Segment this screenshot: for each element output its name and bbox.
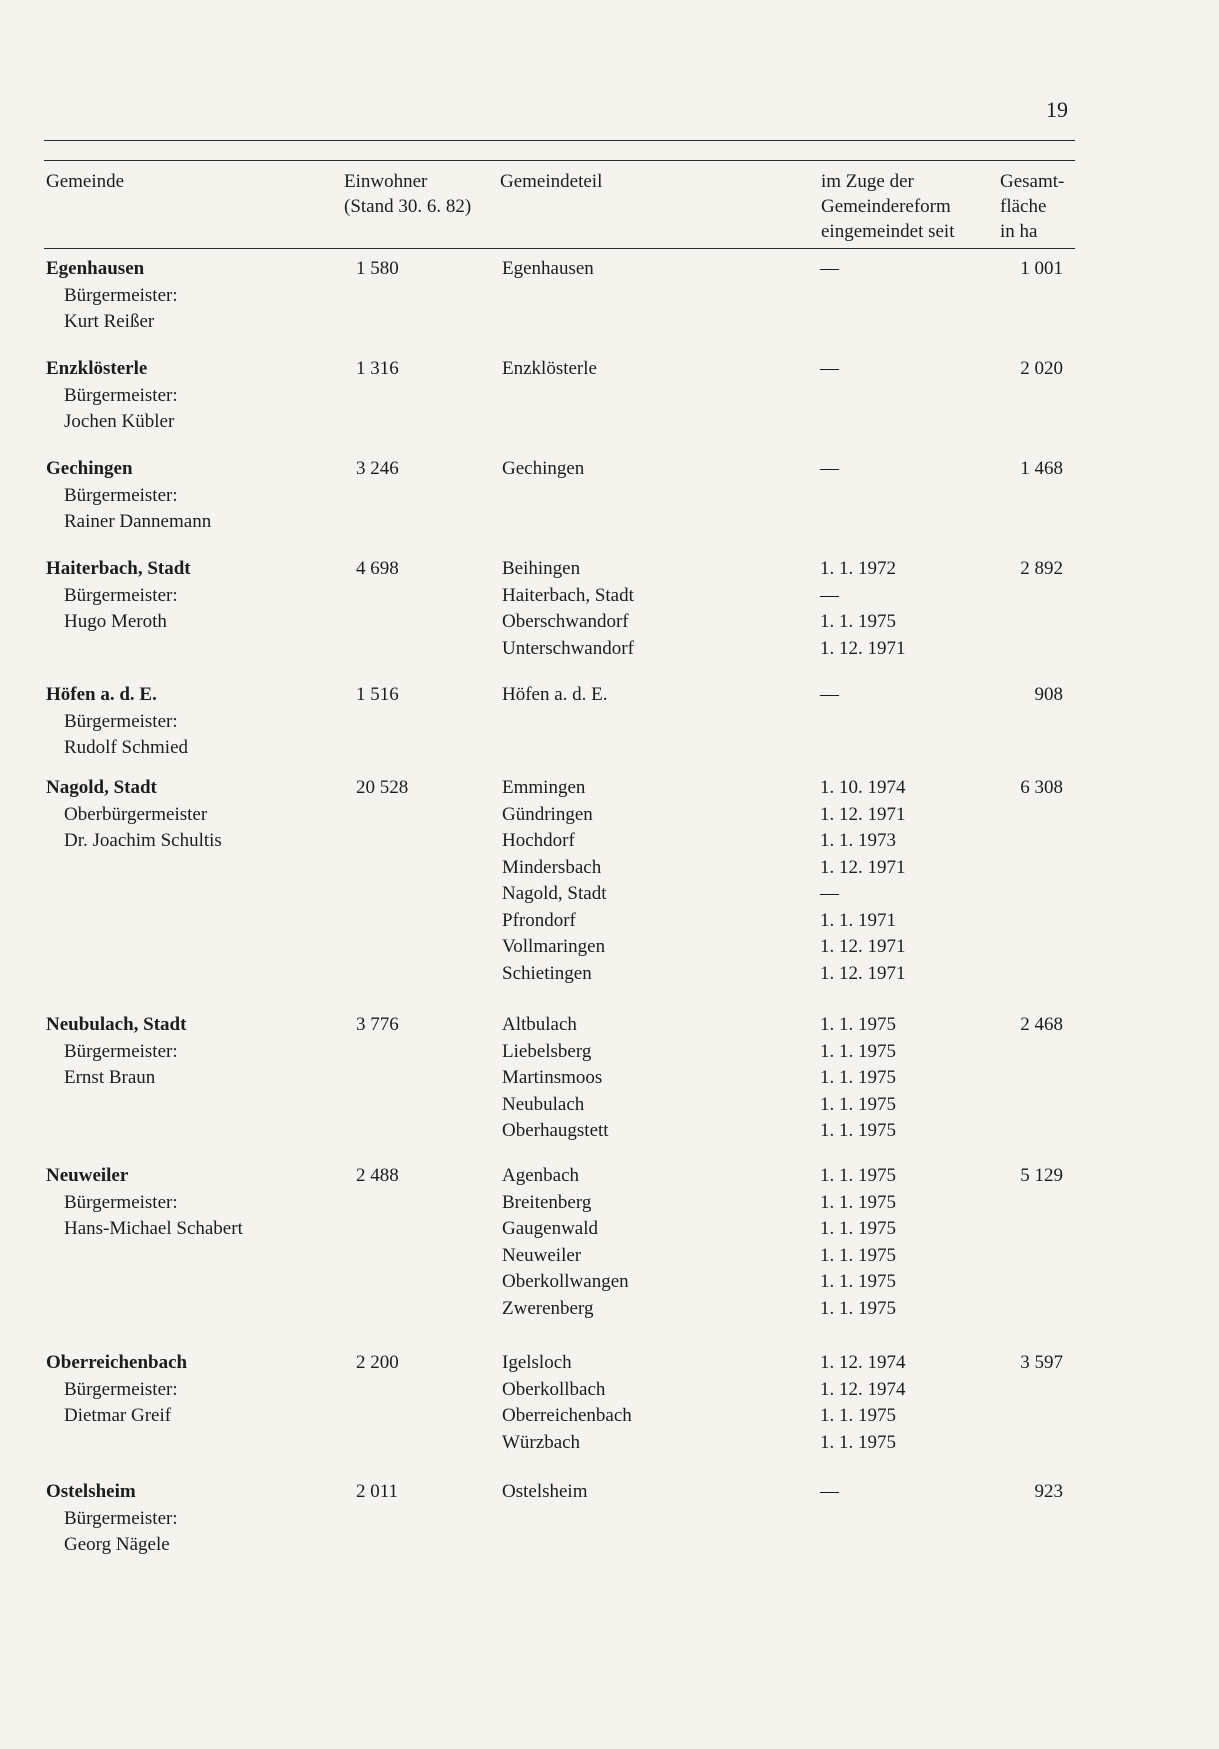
gemeinde-name: Haiterbach, Stadt <box>46 558 191 579</box>
flaeche-value: 2 468 <box>1020 1014 1063 1035</box>
flaeche-cell <box>980 356 1063 383</box>
header-flaeche-line1: Gesamt- <box>1000 171 1065 192</box>
gemeinde-cell <box>46 1012 336 1092</box>
flaeche-value: 3 597 <box>1020 1352 1063 1373</box>
eingemeindet-date: — <box>820 258 839 279</box>
eingemeindet-date: 1. 1. 1975 <box>820 1244 896 1266</box>
gemeinde-name: Neuweiler <box>46 1165 129 1186</box>
gemeindeteil-name: Gechingen <box>502 458 585 479</box>
page-number: 19 <box>1046 97 1068 122</box>
gemeindeteil-name: Igelsloch <box>502 1352 572 1373</box>
gemeindeteil-name: Gündringen <box>502 803 593 825</box>
mayor-name: Dr. Joachim Schultis <box>64 830 222 851</box>
mayor-title: Bürgermeister: <box>64 584 178 606</box>
gemeinde-cell <box>46 682 336 762</box>
gemeinde-name: Egenhausen <box>46 258 145 279</box>
gemeindeteil-name: Nagold, Stadt <box>502 883 607 904</box>
header-flaeche <box>1000 169 1064 244</box>
gemeindeteil-cell <box>502 1163 802 1322</box>
gemeinde-name: Höfen a. d. E. <box>46 684 157 705</box>
gemeinde-cell <box>46 556 336 636</box>
flaeche-value: 2 892 <box>1020 558 1063 579</box>
gemeindeteil-name: Mindersbach <box>502 856 602 878</box>
einwohner-value: 20 528 <box>356 777 409 798</box>
flaeche-cell <box>980 1479 1063 1506</box>
eingemeindet-date: 1. 1. 1975 <box>820 1093 896 1115</box>
gemeinde-cell <box>46 1350 336 1430</box>
eingemeindet-date: 1. 1. 1975 <box>820 1120 896 1141</box>
gemeinde-name: Nagold, Stadt <box>46 777 157 798</box>
eingemeindet-date: — <box>820 883 839 904</box>
flaeche-cell <box>980 1163 1063 1190</box>
eingemeindet-cell <box>820 356 960 383</box>
eingemeindet-cell <box>820 1350 960 1456</box>
gemeinde-name: Neubulach, Stadt <box>46 1014 187 1035</box>
eingemeindet-date: 1. 1. 1975 <box>820 1014 896 1035</box>
eingemeindet-date: — <box>820 458 839 479</box>
einwohner-value: 3 246 <box>356 458 399 479</box>
gemeindeteil-name: Ostelsheim <box>502 1481 588 1502</box>
gemeinde-cell <box>46 356 336 436</box>
eingemeindet-date: — <box>820 684 839 705</box>
eingemeindet-date: 1. 1. 1975 <box>820 1297 896 1319</box>
top-rule <box>44 140 1075 141</box>
flaeche-value: 1 001 <box>1020 258 1063 279</box>
gemeinde-cell <box>46 256 336 336</box>
gemeindeteil-cell <box>502 1479 802 1506</box>
gemeindeteil-cell <box>502 356 802 383</box>
flaeche-cell <box>980 256 1063 283</box>
flaeche-cell <box>980 556 1063 583</box>
gemeindeteil-cell <box>502 682 802 709</box>
einwohner-cell <box>356 456 466 483</box>
mayor-name: Hugo Meroth <box>64 611 167 632</box>
header-flaeche-line2: fläche <box>1000 196 1047 217</box>
eingemeindet-date: 1. 1. 1973 <box>820 830 896 851</box>
flaeche-cell <box>980 775 1063 802</box>
flaeche-value: 923 <box>1034 1481 1063 1502</box>
gemeindeteil-name: Neuweiler <box>502 1244 582 1266</box>
eingemeindet-date: 1. 12. 1971 <box>820 936 906 957</box>
gemeinde-cell <box>46 456 336 536</box>
eingemeindet-date: 1. 1. 1972 <box>820 558 896 579</box>
header-einwohner-line1: Einwohner <box>344 171 428 192</box>
gemeindeteil-name: Oberschwandorf <box>502 611 629 632</box>
mayor-title: Bürgermeister: <box>64 1040 178 1062</box>
mayor-title: Bürgermeister: <box>64 1378 178 1400</box>
mayor-name: Jochen Kübler <box>64 411 175 432</box>
eingemeindet-date: 1. 12. 1974 <box>820 1378 906 1400</box>
eingemeindet-date: 1. 1. 1971 <box>820 909 896 931</box>
gemeindeteil-name: Emmingen <box>502 777 586 798</box>
gemeindeteil-cell <box>502 256 802 283</box>
eingemeindet-date: 1. 1. 1975 <box>820 1271 896 1292</box>
einwohner-value: 3 776 <box>356 1014 399 1035</box>
gemeindeteil-name: Unterschwandorf <box>502 637 634 659</box>
eingemeindet-date: 1. 1. 1975 <box>820 1431 896 1453</box>
gemeindeteil-name: Höfen a. d. E. <box>502 684 608 705</box>
header-eingemeindet-line2: Gemeindereform <box>821 196 951 217</box>
eingemeindet-date: 1. 1. 1975 <box>820 1191 896 1213</box>
flaeche-value: 908 <box>1034 684 1063 705</box>
flaeche-cell <box>980 682 1063 709</box>
header-eingemeindet <box>821 169 954 244</box>
gemeinde-name: Gechingen <box>46 458 133 479</box>
einwohner-cell <box>356 256 466 283</box>
flaeche-value: 2 020 <box>1020 358 1063 379</box>
mayor-title: Bürgermeister: <box>64 484 178 506</box>
einwohner-cell <box>356 682 466 709</box>
eingemeindet-date: 1. 1. 1975 <box>820 1040 896 1062</box>
mayor-title: Bürgermeister: <box>64 384 178 406</box>
header-eingemeindet-line3: eingemeindet seit <box>821 221 955 242</box>
gemeinde-name: Ostelsheim <box>46 1481 136 1502</box>
eingemeindet-date: — <box>820 358 839 379</box>
mayor-title: Bürgermeister: <box>64 1191 178 1213</box>
header-flaeche-line3: in ha <box>1000 221 1038 242</box>
mayor-title: Bürgermeister: <box>64 1507 178 1529</box>
gemeindeteil-name: Oberhaugstett <box>502 1120 609 1141</box>
einwohner-cell <box>356 1350 466 1377</box>
eingemeindet-cell <box>820 256 960 283</box>
gemeindeteil-name: Haiterbach, Stadt <box>502 584 634 606</box>
mayor-name: Kurt Reißer <box>64 311 155 332</box>
gemeinde-cell <box>46 1163 336 1243</box>
einwohner-cell <box>356 1012 466 1039</box>
einwohner-value: 4 698 <box>356 558 399 579</box>
flaeche-value: 5 129 <box>1020 1165 1063 1186</box>
einwohner-cell <box>356 356 466 383</box>
gemeindeteil-cell <box>502 1350 802 1456</box>
mayor-title: Bürgermeister: <box>64 710 178 732</box>
einwohner-value: 1 580 <box>356 258 399 279</box>
gemeindeteil-name: Pfrondorf <box>502 909 576 931</box>
flaeche-cell <box>980 1350 1063 1377</box>
header-gemeinde: Gemeinde <box>46 171 125 192</box>
gemeindeteil-name: Gaugenwald <box>502 1218 599 1239</box>
einwohner-value: 1 516 <box>356 684 399 705</box>
gemeinde-name: Enzklösterle <box>46 358 148 379</box>
gemeindeteil-name: Oberkollwangen <box>502 1271 629 1292</box>
eingemeindet-date: 1. 12. 1971 <box>820 856 906 878</box>
gemeindeteil-name: Würzbach <box>502 1431 581 1453</box>
flaeche-cell <box>980 1012 1063 1039</box>
einwohner-value: 2 488 <box>356 1165 399 1186</box>
gemeindeteil-name: Enzklösterle <box>502 358 597 379</box>
flaeche-value: 1 468 <box>1020 458 1063 479</box>
eingemeindet-date: 1. 1. 1975 <box>820 1218 896 1239</box>
einwohner-cell <box>356 1479 466 1506</box>
eingemeindet-cell <box>820 775 960 987</box>
gemeindeteil-name: Oberreichenbach <box>502 1405 632 1426</box>
eingemeindet-date: 1. 12. 1971 <box>820 803 906 825</box>
eingemeindet-date: 1. 1. 1975 <box>820 1067 896 1088</box>
mayor-name: Ernst Braun <box>64 1067 156 1088</box>
mayor-name: Dietmar Greif <box>64 1405 172 1426</box>
einwohner-value: 2 011 <box>356 1481 399 1502</box>
header-einwohner-line2: (Stand 30. 6. 82) <box>344 196 472 217</box>
eingemeindet-date: — <box>820 584 839 606</box>
eingemeindet-cell <box>820 682 960 709</box>
header-top-rule <box>44 160 1075 161</box>
mayor-title: Bürgermeister: <box>64 284 178 306</box>
eingemeindet-cell <box>820 1479 960 1506</box>
eingemeindet-cell <box>820 556 960 662</box>
einwohner-cell <box>356 556 466 583</box>
gemeindeteil-name: Martinsmoos <box>502 1067 603 1088</box>
eingemeindet-date: 1. 12. 1971 <box>820 637 906 659</box>
header-einwohner <box>344 169 471 219</box>
einwohner-cell <box>356 775 466 802</box>
einwohner-value: 1 316 <box>356 358 399 379</box>
gemeindeteil-name: Altbulach <box>502 1014 577 1035</box>
gemeindeteil-name: Vollmaringen <box>502 936 606 957</box>
eingemeindet-cell <box>820 1012 960 1145</box>
eingemeindet-date: — <box>820 1481 839 1502</box>
header-eingemeindet-line1: im Zuge der <box>821 171 914 192</box>
gemeindeteil-name: Neubulach <box>502 1093 585 1115</box>
gemeinde-cell <box>46 1479 336 1559</box>
eingemeindet-date: 1. 12. 1974 <box>820 1352 906 1373</box>
header-bottom-rule <box>44 248 1075 249</box>
gemeindeteil-name: Hochdorf <box>502 830 575 851</box>
flaeche-value: 6 308 <box>1020 777 1063 798</box>
gemeindeteil-cell <box>502 556 802 662</box>
header-gemeindeteil: Gemeindeteil <box>500 171 603 192</box>
flaeche-cell <box>980 456 1063 483</box>
gemeindeteil-name: Agenbach <box>502 1165 580 1186</box>
eingemeindet-cell <box>820 1163 960 1322</box>
gemeindeteil-cell <box>502 1012 802 1145</box>
eingemeindet-cell <box>820 456 960 483</box>
eingemeindet-date: 1. 1. 1975 <box>820 1165 896 1186</box>
gemeinde-cell <box>46 775 336 855</box>
gemeinde-name: Oberreichenbach <box>46 1352 188 1373</box>
einwohner-value: 2 200 <box>356 1352 399 1373</box>
gemeindeteil-name: Breitenberg <box>502 1191 592 1213</box>
gemeindeteil-name: Zwerenberg <box>502 1297 594 1319</box>
gemeindeteil-name: Beihingen <box>502 558 581 579</box>
mayor-name: Hans-Michael Schabert <box>64 1218 243 1239</box>
mayor-name: Rainer Dannemann <box>64 511 212 532</box>
gemeindeteil-name: Egenhausen <box>502 258 594 279</box>
eingemeindet-date: 1. 1. 1975 <box>820 1405 896 1426</box>
mayor-name: Rudolf Schmied <box>64 737 189 758</box>
mayor-title: Oberbürgermeister <box>64 803 208 825</box>
gemeindeteil-name: Liebelsberg <box>502 1040 592 1062</box>
eingemeindet-date: 1. 1. 1975 <box>820 611 896 632</box>
einwohner-cell <box>356 1163 466 1190</box>
eingemeindet-date: 1. 12. 1971 <box>820 962 906 984</box>
mayor-name: Georg Nägele <box>64 1534 170 1555</box>
gemeindeteil-cell <box>502 456 802 483</box>
eingemeindet-date: 1. 10. 1974 <box>820 777 906 798</box>
gemeindeteil-cell <box>502 775 802 987</box>
gemeindeteil-name: Schietingen <box>502 962 592 984</box>
gemeindeteil-name: Oberkollbach <box>502 1378 606 1400</box>
